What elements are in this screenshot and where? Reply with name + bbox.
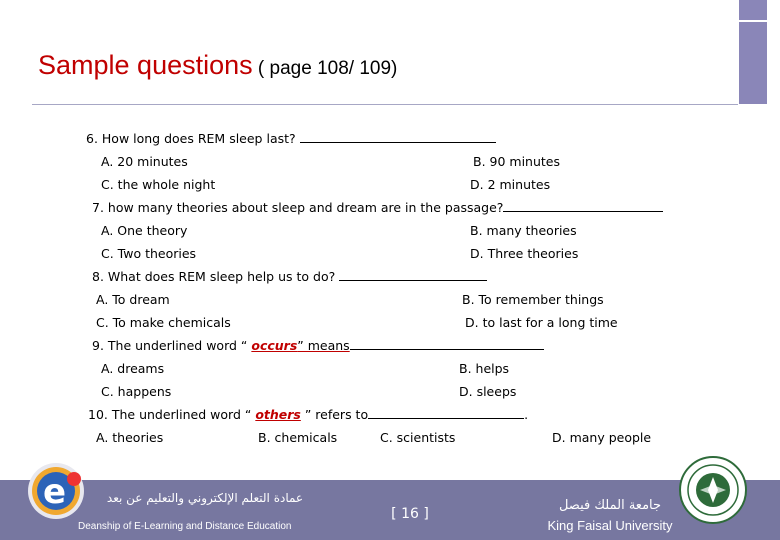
question-6-option-a: A. 20 minutes (101, 154, 188, 169)
question-9-stem (92, 338, 544, 353)
question-6-option-d: D. 2 minutes (470, 177, 551, 192)
accent-bar-top (739, 0, 767, 20)
question-stem-text: 6. How long does REM sleep last? (86, 131, 300, 146)
answer-blank (503, 200, 663, 212)
university-english: King Faisal University (547, 518, 673, 533)
question-stem-text: . (524, 407, 529, 422)
question-7-option-d: D. Three theories (470, 246, 579, 261)
underlined-word: occurs (251, 338, 298, 353)
question-6-option-b: B. 90 minutes (473, 154, 560, 169)
answer-blank (339, 269, 487, 281)
question-7-option-c: C. Two theories (101, 246, 197, 261)
answer-blank (350, 338, 544, 350)
question-10-option-c: C. scientists (380, 430, 456, 445)
page-number: [ 16 ] (391, 506, 429, 522)
question-stem-text: 10. The underlined word “ (88, 407, 256, 422)
elearning-logo-icon (28, 457, 88, 525)
question-stem-text: 9. The underlined word “ (92, 338, 252, 353)
title-divider (32, 104, 738, 105)
underlined-word: others (255, 407, 301, 422)
deanship-arabic: عمادة التعلم الإلكتروني والتعليم عن بعد (106, 491, 304, 505)
page-title (38, 50, 397, 81)
question-7-option-a: A. One theory (101, 223, 188, 238)
question-stem-text: 8. What does REM sleep help us to do? (92, 269, 340, 284)
answer-blank (368, 407, 524, 419)
deanship-english: Deanship of E-Learning and Distance Education (78, 521, 292, 532)
question-10-option-d: D. many people (552, 430, 652, 445)
accent-bar-side (739, 22, 767, 104)
question-stem-text: ” refers to (300, 407, 369, 422)
svg-text:e: e (43, 472, 67, 512)
answer-blank (300, 131, 496, 143)
title-main: Sample questions (38, 50, 253, 80)
question-10-stem (88, 407, 528, 422)
question-8-stem (92, 269, 487, 284)
question-7-stem (92, 200, 663, 215)
question-6-option-c: C. the whole night (101, 177, 216, 192)
question-10-option-a: A. theories (96, 430, 164, 445)
question-10-option-b: B. chemicals (258, 430, 338, 445)
university-seal-icon (678, 455, 748, 525)
question-8-option-c: C. To make chemicals (96, 315, 231, 330)
question-9-option-a: A. dreams (101, 361, 165, 376)
question-8-option-b: B. To remember things (462, 292, 604, 307)
question-stem-text: ” means (297, 338, 350, 353)
question-8-option-a: A. To dream (96, 292, 170, 307)
title-sub: ( page 108/ 109) (252, 58, 398, 79)
question-9-option-d: D. sleeps (459, 384, 517, 399)
question-9-option-b: B. helps (459, 361, 510, 376)
question-8-option-d: D. to last for a long time (465, 315, 618, 330)
question-stem-text: 7. how many theories about sleep and dream are in the passage? (92, 200, 504, 215)
question-7-option-b: B. many theories (470, 223, 577, 238)
question-6-stem (86, 131, 496, 146)
university-arabic: جامعة الملك فيصل (558, 498, 662, 513)
question-9-option-c: C. happens (101, 384, 172, 399)
